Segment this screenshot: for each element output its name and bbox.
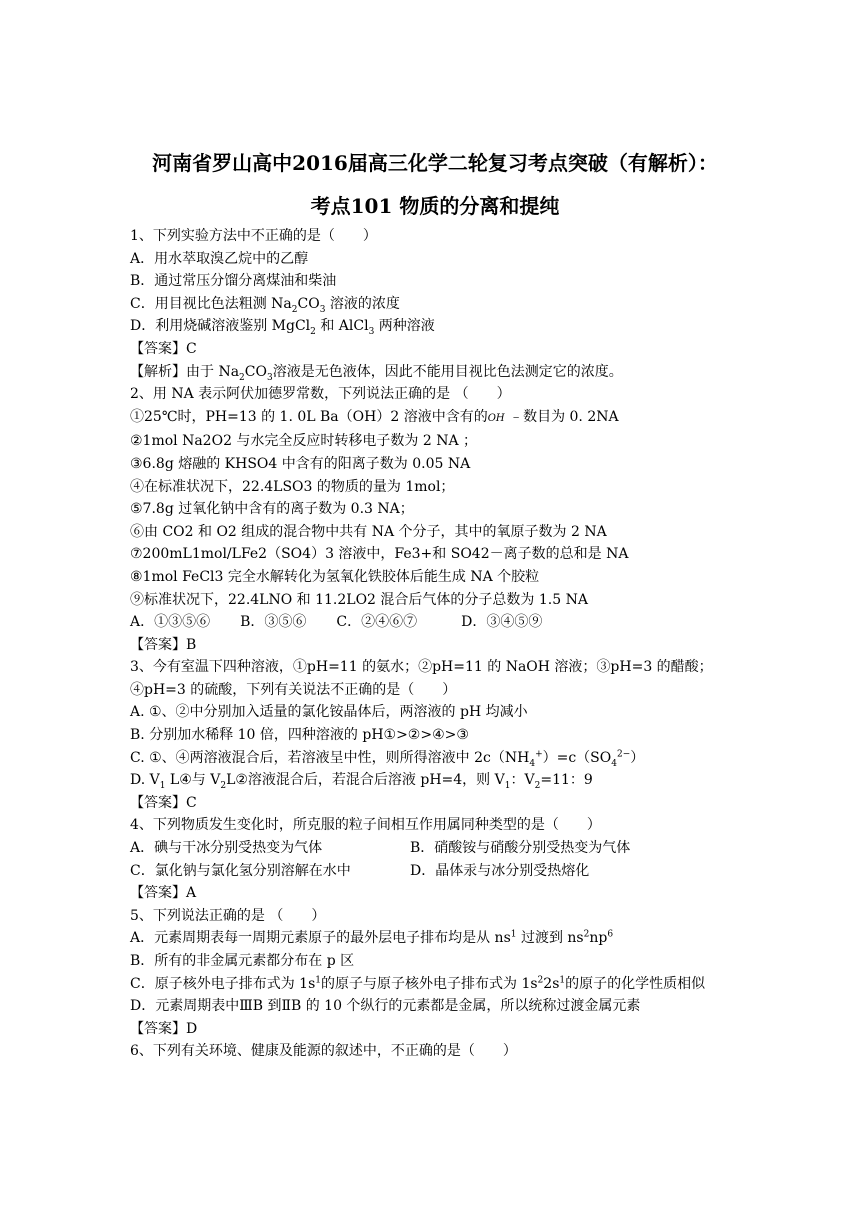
q3-answer: 【答案】C [130,794,197,811]
q4-options-ab [130,837,740,860]
q1-option-c: C．用目视比色法粗测 $Na_2CO_3$ 溶液的浓度 [130,295,400,315]
q2-statement-9: ⑨标准状况下，22.4LNO 和 11.2LO2 混合后气体的分子总数为 1.5 NA [130,591,588,608]
q2-option-b: B．③⑤⑥ [240,614,307,631]
q5-answer: 【答案】D [130,1020,198,1037]
q3-option-c: C. ①、④两溶液混合后，若溶液呈中性，则所得溶液中 $2c(NH_4^+)=c(SO_4^{2-})$ [130,749,645,769]
q2-statement-3: ③6.8g 熔融的 KHSO4 中含有的阳离子数为 0.05 NA [130,455,471,472]
q5-stem: 5、下列说法正确的是 （ ） [130,907,326,924]
document-title-line1: 河南省罗山高中2016届高三化学二轮复习考点突破（有解析）： [152,151,718,175]
q2-option-d: D．③④⑤⑨ [461,614,543,631]
q2-statement-8: ⑧1mol FeCl3 完全水解转化为氢氧化铁胶体后能生成 NA 个胶粒 [130,568,540,585]
q5-option-d: D．元素周期表中ⅢB 到ⅡB 的 10 个纵行的元素都是金属，所以统称过渡金属元素 [130,998,641,1015]
q4-option-b: B．硝酸铵与硝酸分别受热变为气体 [410,840,631,857]
q2-statement-4: ④在标准状况下，22.4LSO3 的物质的量为 1mol； [130,478,455,495]
q2-statement-5: ⑤7.8g 过氧化钠中含有的离子数为 0.3 NA； [130,501,414,518]
q1-option-d: D．利用烧碱溶液鉴别 MgCl$_2$ 和 AlCl$_3$ 两种溶液 [130,318,435,338]
q5-option-c: C．原子核外电子排布式为 $1s^1$的原子与原子核外电子排布式为 $1s^22s^1$的原子的化学性质相似 [130,974,706,992]
q2-stem: 2、用 NA 表示阿伏加德罗常数，下列说法正确的是 （ ） [130,386,511,403]
q5-option-a: A．元素周期表每一周期元素原子的最外层电子排布均是从 $ns^1$ 过渡到 $ns^2np^6$ [130,929,614,947]
q2-statement-7: ⑦200mL1mol/LFe2（SO4）3 溶液中，Fe3+和 SO42－离子数的总和是 NA [130,546,629,563]
q2-answer: 【答案】B [130,636,197,653]
q2-option-c: C．②④⑥⑦ [336,614,418,631]
document-title-line2: 考点101 物质的分离和提纯 [310,194,560,218]
q3-option-b: B. 分别加水稀释 10 倍，四种溶液的 pH①>②>④>③ [130,727,469,744]
q2-statement-1: ①25℃时，PH=13 的 1. 0L Ba（OH）2 溶液中含有的OH ﹣数目为 0. 2NA [130,408,619,425]
document-page [130,150,740,1063]
q1-option-b: B．通过常压分馏分离煤油和柴油 [130,273,337,290]
q2-options [130,611,740,634]
q5-option-b: B．所有的非金属元素都分布在 p 区 [130,953,355,969]
q4-options-cd [130,860,740,883]
q1-option-a: A．用水萃取溴乙烷中的乙醇 [130,250,309,267]
q2-statement-2: ②1mol Na2O2 与水完全反应时转移电子数为 2 NA ； [130,433,478,450]
q1-answer: 【答案】C [130,340,197,357]
q4-option-c: C．氯化钠与氯化氢分别溶解在水中 [130,862,351,879]
q1-stem: 1、下列实验方法中不正确的是（ ） [130,228,377,244]
q4-stem: 4、下列物质发生变化时，所克服的粒子间相互作用属同种类型的是（ ） [130,817,601,834]
q2-statement-6: ⑥由 CO2 和 O2 组成的混合物中共有 NA 个分子，其中的氧原子数为 2 NA [130,523,607,540]
q4-option-d: D．晶体汞与冰分别受热熔化 [410,862,590,879]
q1-explanation: 【解析】由于 $Na_2CO_3$溶液是无色液体，因此不能用目视比色法测定它的浓度。 [130,363,623,383]
q3-option-d: D. $V_1$ L④与 $V_2L②$溶液混合后，若混合后溶液 pH=4，则 $V_1$：$V_2=11$：9 [130,772,593,792]
q3-stem: 3、今有室温下四种溶液，①pH=11 的氨水；②pH=11 的 NaOH 溶液；③pH=3 的醋酸；④pH=3 的硫酸，下列有关说法不正确的是（ ） [130,659,713,698]
q3-option-a: A. ①、②中分别加入适量的氯化铵晶体后，两溶液的 pH 均减小 [130,704,528,721]
q4-option-a: A．碘与干冰分别受热变为气体 [130,840,323,857]
q2-option-a: A．①③⑤⑥ [130,614,211,631]
q6-stem: 6、下列有关环境、健康及能源的叙述中，不正确的是（ ） [130,1043,517,1060]
q4-answer: 【答案】A [130,885,197,902]
